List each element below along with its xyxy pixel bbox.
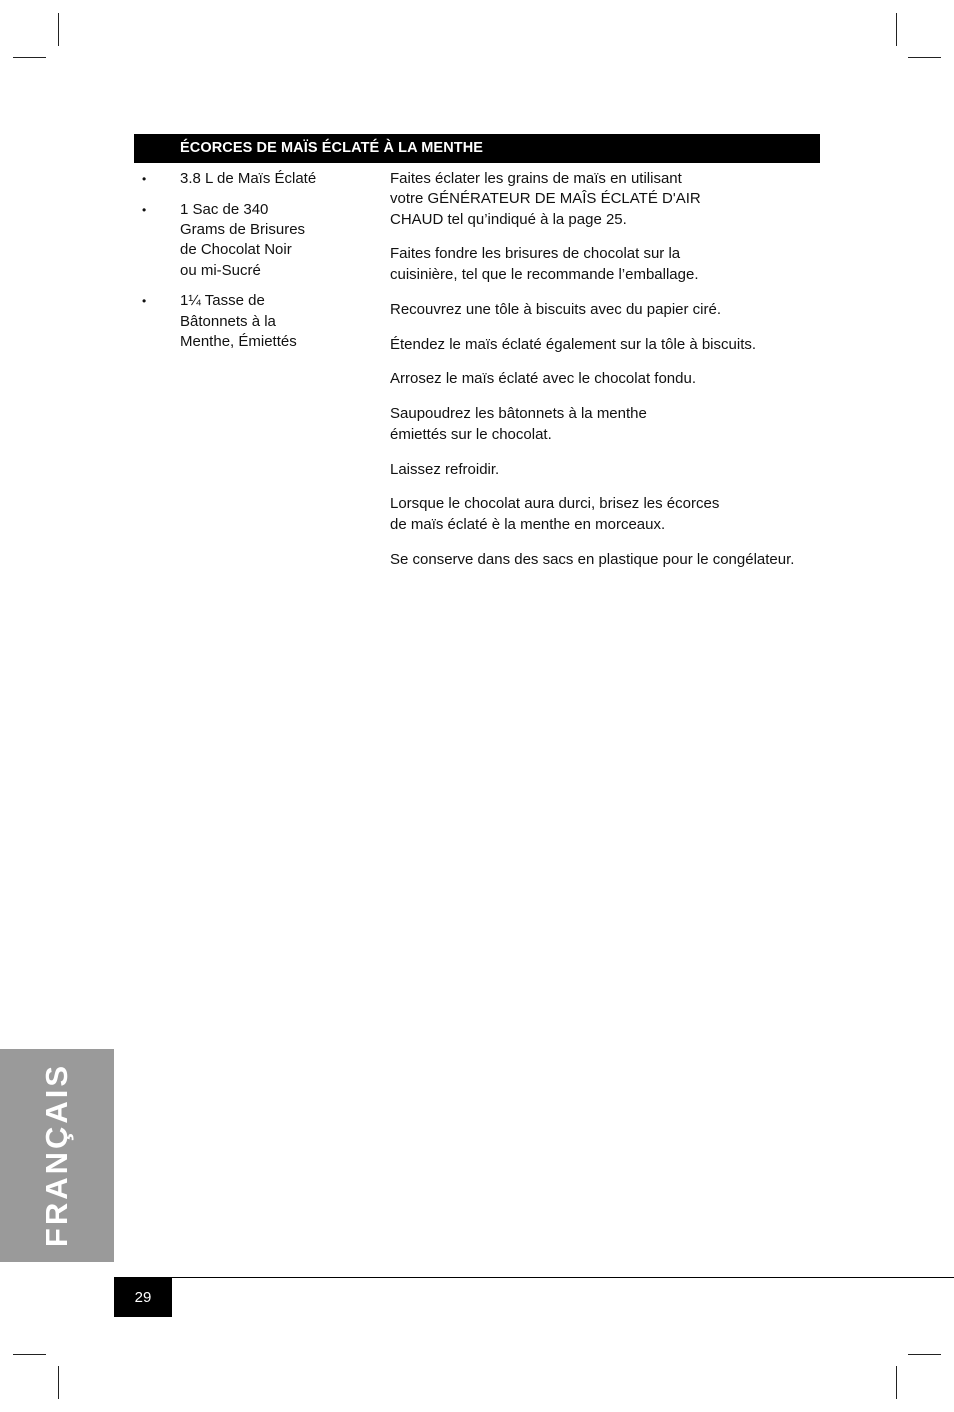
ingredient-text: 1¼ Tasse de Bâtonnets à la Menthe, Émiettés — [180, 292, 297, 351]
ingredient-item — [134, 291, 374, 352]
crop-mark — [908, 57, 941, 58]
ingredient-text: 1 Sac de 340 Grams de Brisures de Chocolat Noir ou mi-Sucré — [180, 200, 306, 279]
bullet-marker: • — [142, 294, 147, 309]
language-label: FRANÇAIS — [39, 1062, 74, 1248]
instruction-step: Se conserve dans des sacs en plastique pour le congélateur. — [390, 550, 795, 568]
crop-mark — [896, 13, 897, 46]
crop-mark — [13, 1354, 46, 1355]
ingredient-item — [134, 200, 374, 281]
crop-mark — [896, 1366, 897, 1399]
page-number: 29 — [114, 1278, 172, 1317]
instruction-step: Saupoudrez les bâtonnets à la menthe émiettés sur le chocolat. — [390, 405, 647, 443]
ingredient-list — [134, 169, 374, 363]
recipe-title: ÉCORCES DE MAÏS ÉCLATÉ À LA MENTHE — [134, 134, 820, 163]
crop-mark — [58, 13, 59, 46]
crop-mark — [13, 57, 46, 58]
instruction-step: Laissez refroidir. — [390, 460, 500, 478]
language-tab — [0, 1049, 114, 1262]
bullet-marker: • — [142, 172, 147, 186]
ingredient-item — [134, 169, 374, 189]
instruction-list — [390, 169, 830, 585]
instruction-step: Faites fondre les brisures de chocolat sur la cuisinière, tel que le recommande l’emballage. — [390, 245, 699, 283]
bullet-marker: • — [142, 202, 147, 217]
instruction-step: Arrosez le maïs éclaté avec le chocolat fondu. — [390, 370, 696, 388]
instruction-step: Recouvrez une tôle à biscuits avec du papier ciré. — [390, 300, 722, 318]
footer-rule — [114, 1277, 954, 1278]
crop-mark — [908, 1354, 941, 1355]
instruction-step: Lorsque le chocolat aura durci, brisez les écorces de maïs éclaté è la menthe en morceaux. — [390, 495, 720, 533]
instruction-step: Faites éclater les grains de maïs en utilisant votre GÉNÉRATEUR DE MAÎS ÉCLATÉ D'AIR CHAUD tel qu’indiqué à la page 25. — [390, 170, 701, 228]
crop-mark — [58, 1366, 59, 1399]
ingredient-text: 3.8 L de Maïs Éclaté — [180, 170, 317, 187]
instruction-step: Étendez le maïs éclaté également sur la tôle à biscuits. — [390, 335, 757, 353]
